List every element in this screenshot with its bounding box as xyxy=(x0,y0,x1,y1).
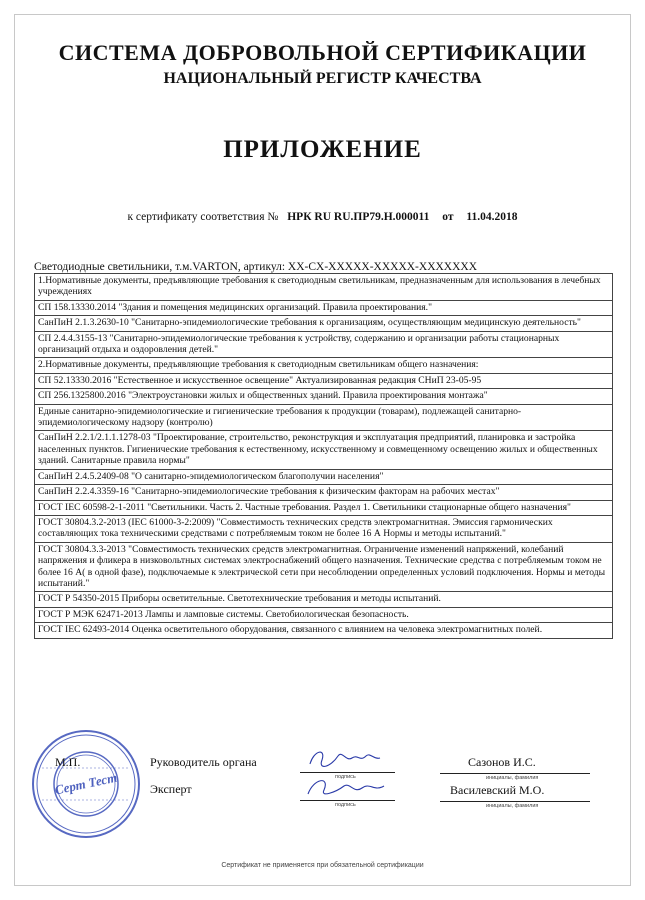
certificate-date: 11.04.2018 xyxy=(466,211,518,223)
head-sign-caption: подпись xyxy=(335,774,356,780)
documents-table xyxy=(34,273,613,639)
product-line: Светодиодные светильники, т.м.VARTON, артикул: XX-CX-XXXXX-XXXXX-XXXXXXX xyxy=(34,261,478,273)
document-row: 1.Нормативные документы, предъявляющие требования к светодиодным светильникам, предназначенным для использования в лечебных учреждениях xyxy=(35,274,613,301)
document-row: ГОСТ Р 54350-2015 Приборы осветительные. Светотехнические требования и методы испытаний. xyxy=(35,592,613,607)
document-row: ГОСТ Р МЭК 62471-2013 Лампы и ламповые системы. Светобиологическая безопасность. xyxy=(35,608,613,623)
certificate-line xyxy=(0,211,645,223)
expert-sign-caption: подпись xyxy=(335,802,356,808)
head-name: Сазонов И.С. xyxy=(468,755,536,769)
expert-name-line xyxy=(440,801,590,802)
document-row: ГОСТ 30804.3.2-2013 (IEC 61000-3-2:2009) "Совместимость технических средств электромагнитная. Эмиссия гармонических составляющих тока техническими средствами с потребляемым током не более 16 А Нормы и методы испытаний." xyxy=(35,516,613,543)
certificate-date-prefix: от xyxy=(442,211,454,223)
expert-label: Эксперт xyxy=(150,782,192,796)
stamp-text: Серт Тест xyxy=(53,769,119,798)
document-row: СП 2.4.4.3155-13 "Санитарно-эпидемиологические требования к устройству, содержанию и организации работы стационарных организаций отдыха и оздоровления детей." xyxy=(35,332,613,359)
document-row: СП 52.13330.2016 "Естественное и искусственное освещение" Актуализированная редакция СНиП 23-05-95 xyxy=(35,374,613,389)
registry-subtitle: НАЦИОНАЛЬНЫЙ РЕГИСТР КАЧЕСТВА xyxy=(163,70,482,87)
document-row: СанПиН 2.4.5.2409-08 "О санитарно-эпидемиологическом благополучии населения" xyxy=(35,470,613,485)
appendix-title: ПРИЛОЖЕНИЕ xyxy=(223,136,422,163)
mp-label: М.П. xyxy=(55,755,81,769)
document-row: СП 256.1325800.2016 "Электроустановки жилых и общественных зданий. Правила проектирования монтажа" xyxy=(35,389,613,404)
document-row: Единые санитарно-эпидемиологические и гигиенические требования к продукции (товарам), подлежащей санитарно-эпидемиологическому надзору (контролю) xyxy=(35,405,613,432)
head-name-caption: инициалы, фамилия xyxy=(486,775,539,781)
expert-name-caption: инициалы, фамилия xyxy=(486,803,539,809)
document-row: СанПиН 2.1.3.2630-10 "Санитарно-эпидемиологические требования к организациям, осуществляющим медицинскую деятельность" xyxy=(35,316,613,331)
document-row: СП 158.13330.2014 "Здания и помещения медицинских организаций. Правила проектирования." xyxy=(35,301,613,316)
document-row: ГОСТ IEC 62493-2014 Оценка осветительного оборудования, связанного с влиянием на человека электромагнитных полей. xyxy=(35,623,613,638)
head-label: Руководитель органа xyxy=(150,755,257,769)
head-name-line xyxy=(440,773,590,774)
document-row: СанПиН 2.2.4.3359-16 "Санитарно-эпидемиологические требования к физическим факторам на рабочих местах" xyxy=(35,485,613,500)
certificate-number: НРК RU RU.ПР79.Н.000011 xyxy=(287,211,430,223)
certificate-prefix: к сертификату соответствия № xyxy=(127,211,279,223)
round-stamp xyxy=(30,728,142,840)
footer-note: Сертификат не применяется при обязательной сертификации xyxy=(221,862,424,869)
expert-name: Василевский М.О. xyxy=(450,783,545,797)
document-row: ГОСТ IEC 60598-2-1-2011 "Светильники. Часть 2. Частные требования. Раздел 1. Светильники стационарные общего назначения" xyxy=(35,501,613,516)
document-row: 2.Нормативные документы, предъявляющие требования к светодиодным светильникам общего назначения: xyxy=(35,358,613,373)
document-row: ГОСТ 30804.3.3-2013 "Совместимость технических средств электромагнитная. Ограничение изменений напряжений, колебаний напряжения и фликера в низковольтных системах электроснабжений общего назначения. Технические средства с потребляемым током не более 16 А( в одной фазе), подключаемые к электрической сети при несоблюдении определенных условий подключения. Нормы и методы испытаний." xyxy=(35,543,613,593)
handwritten-signatures xyxy=(300,742,395,802)
document-row: СанПиН 2.2.1/2.1.1.1278-03 "Проектирование, строительство, реконструкция и эксплуатация предприятий, планировка и застройка населенных пунктов. Гигиенические требования к естественному, искусственному и совмещенному освещению жилых и общественных зданий. Санитарные правила нормы" xyxy=(35,431,613,469)
system-title: СИСТЕМА ДОБРОВОЛЬНОЙ СЕРТИФИКАЦИИ xyxy=(58,40,587,65)
